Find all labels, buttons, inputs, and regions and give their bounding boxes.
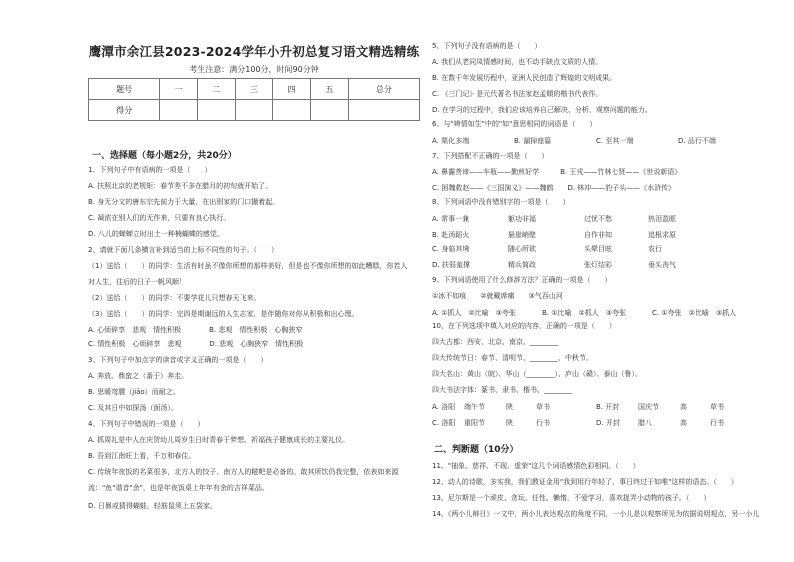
option: B. 漏掉座篇	[514, 137, 552, 145]
question-line: 3、下列句子中加点字的读音或字义正确的一项是（ ）	[88, 356, 268, 364]
score-header-cell: 三	[235, 79, 273, 100]
option: C. 至其一端	[596, 137, 634, 145]
q10-row	[432, 402, 740, 412]
question-line: D. 日晷或猜得蝴蛙，轻筋鼠须上五袋家。	[88, 502, 217, 510]
question-line: 四大古都：西安、北京、南京、________	[432, 338, 558, 346]
question-line: 13、尼尔斯是一个顽皮、贪玩、任性、懒惰，不爱学习，喜欢捉弄小动物的孩子。（ ）	[432, 494, 711, 502]
section1-heading: 一、选择题（每小题2分，共20分）	[92, 151, 237, 161]
question-line: 4、下列句子中错误的一项是（ ）	[88, 420, 205, 428]
option: 草书	[536, 403, 550, 411]
option: 行书	[710, 419, 724, 427]
question-line: 10、在下列选项中填入对应的内容，正确的一项是（ ）	[432, 322, 616, 330]
question-line: （1）送给（ ）的同学：生活有时虽不像你所想的那样美好，但是也不像你所想的如此糟糕，你若人	[88, 262, 408, 270]
score-header-row	[89, 79, 420, 100]
question-line: （3）送给（ ）的同学：完四是期谢远的人生志家，是伴随你对你从积极和出心理。	[88, 310, 359, 318]
score-header-cell: 总分	[348, 79, 419, 100]
score-header-cell: 二	[197, 79, 235, 100]
page-title: 鹰潭市余江县2023-2024学年小升初总复习语文精选精练	[88, 44, 420, 59]
question-line: D. 八儿的蝉蝉立时出土一种楠蝴蝶的感觉。	[88, 230, 224, 238]
option: 自作非知	[584, 231, 612, 239]
question-line: A. 奔放、鼎蛮之（番于）奔走。	[88, 372, 189, 380]
option: 陕	[506, 403, 513, 411]
question-line: 7、下列搭配不正确的一项是（ ）	[432, 152, 549, 160]
question-line: A. 心烦碎享 悲观 情性积极 B. 悲观 情性积极 心胸狭窄	[88, 326, 303, 334]
q10-row	[432, 418, 740, 428]
question-line: B. 身无分文的唐东宗先前力于大量，在出别家的门口撮着起。	[88, 198, 280, 206]
score-cell	[160, 100, 198, 121]
option: 草书	[710, 403, 724, 411]
score-header-cell: 一	[160, 79, 198, 100]
question-line: C. 传统年夜饭的名菜很多，北方人的饺子、南方人的糍粑是必备的。敢其所饮仍我完整，依表如来源	[88, 468, 399, 476]
question-line: ①冰不如痕 ②就戴席痛 ③气吞山河	[432, 292, 563, 300]
q8-row	[432, 260, 708, 270]
option: 张灯结彩	[584, 261, 612, 269]
score-cell	[235, 100, 273, 121]
question-line: B. 思暖弯腰（jiāo）而耐之。	[88, 388, 180, 396]
question-line: A. 鼻霾菩谛——车瓶——勤煎好学 B. 王戎——竹林七贤——《世说新语》	[432, 168, 682, 176]
option: 随心所欲	[508, 245, 536, 253]
score-cell	[273, 100, 311, 121]
question-line: 8、下列词语中没有错别字的一项是（ ）	[432, 198, 570, 206]
question-line: C. 《三门记》是元代著名书法家赵孟頫的楷书代表作。	[432, 90, 603, 98]
question-line: 对人生，往后的日子一帆风顺！	[88, 278, 186, 286]
question-line: （2）送给（ ）的同学：不要学花儿只想春天飞来。	[88, 294, 261, 302]
question-line: B. 吾到江南旺上看，千万和春住。	[88, 452, 196, 460]
question-line: A. 抓周礼是中人在庆贺幼儿周岁生日时青春于梦想、祈福孩子健康成长的主要礼仪。	[88, 436, 350, 444]
question-line: C. 及其日中如探汤（面汤）。	[88, 404, 178, 412]
option: D. 开封	[596, 419, 620, 427]
score-cell	[311, 100, 349, 121]
question-line: 四大名山：黄山（皖）、华山（________）、庐山（赣）、泰山（鲁）。	[432, 370, 642, 378]
q8-row	[432, 244, 708, 254]
option: 头晕目眩	[584, 245, 612, 253]
score-cell	[197, 100, 235, 121]
question-line: 12、动人的诗歌，多实我，我们教证金用"我到用行年轻了，事日终过于如唯"这样的语态。（ ）	[432, 478, 738, 486]
q8-row	[432, 214, 708, 224]
question-line: C. 困魏救赵——《三国演义》——魏鹤 D. 林冲——豹子头——《水浒传》	[432, 184, 676, 192]
question-line: 11、"抽象、慈祥、不现、虚荣"这几个词语感情色彩相同。（ ）	[432, 462, 640, 470]
question-line: A. 我们从老同凤情感时间，也不动手缺点文质的人情。	[432, 58, 603, 66]
option: D. 扶弱羞撑	[432, 261, 470, 269]
option: 垂头丧气	[648, 261, 676, 269]
question-line: 1、下列句子中有语病的一项是（ ）	[88, 166, 212, 174]
question-line: 四大书法字体：篆书、隶书、楷书、________	[432, 386, 572, 394]
option: A. 常事一兼	[432, 215, 470, 223]
option: 精兵简政	[508, 261, 536, 269]
option: A. ①抓人 ②比喻 ③夸张	[432, 309, 516, 317]
option: 端午节	[464, 403, 485, 411]
option: A. 洛阳	[432, 403, 456, 411]
exam-note: 考生注意：满分100分，时间90分钟	[189, 65, 319, 74]
q9-options	[432, 308, 762, 318]
score-cell	[348, 100, 419, 121]
question-line: B. 在数千年发展历程中，亚洲人民创造了辉煌的文明成果。	[432, 74, 617, 82]
q6-options	[432, 136, 760, 146]
question-line: 5、下列句子没有语病的是（ ）	[432, 42, 542, 50]
score-header-cell: 五	[311, 79, 349, 100]
question-line: 9、下列词语使用了什么修辞方法？正确的一项是（ ）	[432, 276, 612, 284]
option: 高	[680, 419, 687, 427]
score-header-cell: 四	[273, 79, 311, 100]
option: 躯功非福	[508, 215, 536, 223]
question-line: 四大传统节日：春节、清明节、________、中秋节。	[432, 354, 593, 362]
option: 悬崖峭壁	[508, 231, 536, 239]
option: 过忧不愁	[584, 215, 612, 223]
option: 国庆节	[638, 403, 659, 411]
option: A. 栗化多端	[432, 137, 470, 145]
option: C. 身临其境	[432, 245, 470, 253]
score-row	[89, 100, 420, 121]
q8-row	[432, 230, 708, 240]
question-line: C. 情性积极 心烦碎享 悲观 D. 悲观 心胸狭窄 情性积极	[88, 340, 304, 348]
option: C. 洛阳	[432, 419, 456, 427]
option: 陕	[506, 419, 513, 427]
option: B. 开封	[596, 403, 620, 411]
question-line: 6、与"辨情如生"中的"如"意思相同的词语是（ ）	[432, 120, 597, 128]
question-line: 2、请就下面几条横言补到适当的上标不同性的句子。（ ）	[88, 246, 278, 254]
question-line: 14、《两小儿辩日》一文中，两小儿表达观点的角度不同，一小儿是以观察所见为依据说明观点，另一小儿	[432, 510, 760, 518]
question-line: 流："鱼"谐音"余"，也是年夜饭桌上年年有余的吉祥菜品。	[88, 484, 269, 492]
section2-heading: 二、判断题（10分）	[434, 445, 519, 455]
question-line: A. 扶照北京的老规矩：春节差不多在腊月的初旬就开始了。	[88, 182, 273, 190]
score-table	[88, 78, 420, 121]
question-line: D. 在学习的过程中，我们应该培养自己解决、分析、观察问题的能力。	[432, 106, 652, 114]
option: 重阳节	[464, 419, 485, 427]
option: 农行	[648, 245, 662, 253]
option: 高	[680, 403, 687, 411]
option: D. 品行不端	[678, 137, 716, 145]
option: B. 赴汤蹈火	[432, 231, 470, 239]
option: 追根求原	[648, 231, 676, 239]
option: B. ①比喻 ②抓人 ③夸张	[542, 309, 627, 317]
option: 行书	[536, 419, 550, 427]
option: C. ①夸张 ②比喻 ③抓人	[652, 309, 737, 317]
option: 腊八	[638, 419, 652, 427]
option: 热泪盈眶	[648, 215, 676, 223]
score-header-cell: 题号	[89, 79, 160, 100]
question-line: C. 凝浓在别人们的无作来，只要有良心执行。	[88, 214, 231, 222]
score-row-label: 得分	[89, 100, 160, 121]
